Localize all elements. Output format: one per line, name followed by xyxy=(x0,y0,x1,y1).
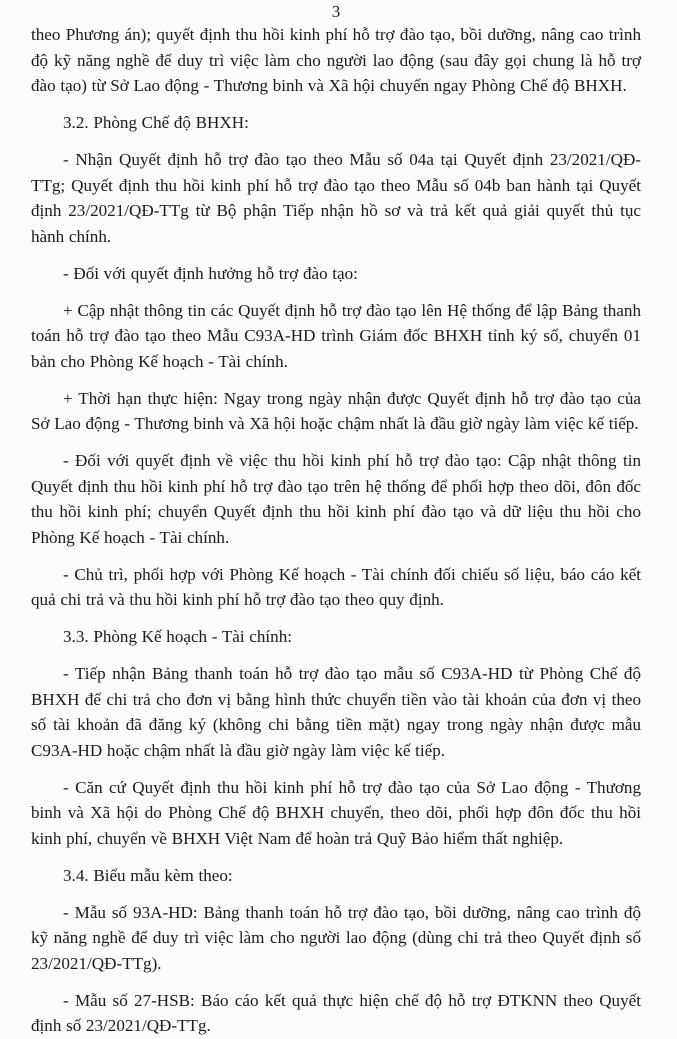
page-number: 3 xyxy=(331,2,341,21)
paragraph-continuation: theo Phương án); quyết định thu hồi kinh phí hỗ trợ đào tạo, bồi dưỡng, nâng cao trình độ kỹ năng nghề để duy trì việc làm cho người lao động (sau đây gọi chung là hỗ trợ đào tạo) từ Sở Lao động - Thương binh và Xã hội chuyển ngay Phòng Chế độ BHXH. xyxy=(31,25,641,95)
paragraph-training-support-decision: - Đối với quyết định hưởng hỗ trợ đào tạo: xyxy=(63,263,358,283)
paragraph-recovery-decision: - Đối với quyết định về việc thu hồi kinh phí hỗ trợ đào tạo: Cập nhật thông tin Quyết định thu hồi kinh phí hỗ trợ đào tạo trên hệ thống để phối hợp theo dõi, đôn đốc thu hồi kinh phí; chuyển Quyết định thu hồi kinh phí đào tạo và dữ liệu thu hồi cho Phòng Kế hoạch - Tài chính. xyxy=(31,451,641,547)
paragraph-form-93a-hd: - Mẫu số 93A-HD: Bảng thanh toán hỗ trợ đào tạo, bồi dưỡng, nâng cao trình độ kỹ năng nghề để duy trì việc làm cho người lao động (dùng chi trả theo Quyết định số 23/2021/QĐ-TTg). xyxy=(31,902,641,973)
paragraph-recovery-follow-up: - Căn cứ Quyết định thu hồi kinh phí hỗ trợ đào tạo của Sở Lao động - Thương binh và Xã hội do Phòng Chế độ BHXH chuyển, theo dõi, phối hợp đôn đốc thu hồi kinh phí, chuyển về BHXH Việt Nam để hoàn trả Quỹ Bảo hiểm thất nghiệp. xyxy=(31,777,641,848)
paragraph-receive-decision: - Nhận Quyết định hỗ trợ đào tạo theo Mẫu số 04a tại Quyết định 23/2021/QĐ-TTg; Quyết định thu hồi kinh phí hỗ trợ đào tạo theo Mẫu số 04b ban hành tại Quyết định 23/2021/QĐ-TTg từ Bộ phận Tiếp nhận hồ sơ và trả kết quả giải quyết thủ tục hành chính. xyxy=(31,150,641,246)
section-heading-3-3: 3.3. Phòng Kế hoạch - Tài chính: xyxy=(63,627,293,646)
paragraph-reconcile-report: - Chủ trì, phối hợp với Phòng Kế hoạch - Tài chính đối chiếu số liệu, báo cáo kết quả chi trả và thu hồi kinh phí hỗ trợ đào tạo theo quy định. xyxy=(31,564,641,609)
paragraph-receive-payment-table: - Tiếp nhận Bảng thanh toán hỗ trợ đào tạo mẫu số C93A-HD từ Phòng Chế độ BHXH để chi trả cho đơn vị bằng hình thức chuyển tiền vào tài khoản của đơn vị theo số tài khoản đã đăng ký (không chi bằng tiền mặt) ngay trong ngày nhận được mẫu C93A-HD hoặc chậm nhất là đầu giờ ngày làm việc kế tiếp. xyxy=(31,664,641,760)
paragraph-form-27-hsb: - Mẫu số 27-HSB: Báo cáo kết quả thực hiện chế độ hỗ trợ ĐTKNN theo Quyết định số 23/2021/QĐ-TTg. xyxy=(31,990,641,1035)
paragraph-update-system: + Cập nhật thông tin các Quyết định hỗ trợ đào tạo lên Hệ thống để lập Bảng thanh toán hỗ trợ đào tạo theo Mẫu C93A-HD trình Giám đốc BHXH tỉnh ký số, chuyển 01 bản cho Phòng Kế hoạch - Tài chính. xyxy=(31,300,641,371)
paragraph-deadline: + Thời hạn thực hiện: Ngay trong ngày nhận được Quyết định hỗ trợ đào tạo của Sở Lao động - Thương binh và Xã hội hoặc chậm nhất là đầu giờ ngày làm việc kế tiếp. xyxy=(31,388,641,433)
section-heading-3-2: 3.2. Phòng Chế độ BHXH: xyxy=(63,113,249,132)
section-heading-3-4: 3.4. Biểu mẫu kèm theo: xyxy=(63,865,233,885)
